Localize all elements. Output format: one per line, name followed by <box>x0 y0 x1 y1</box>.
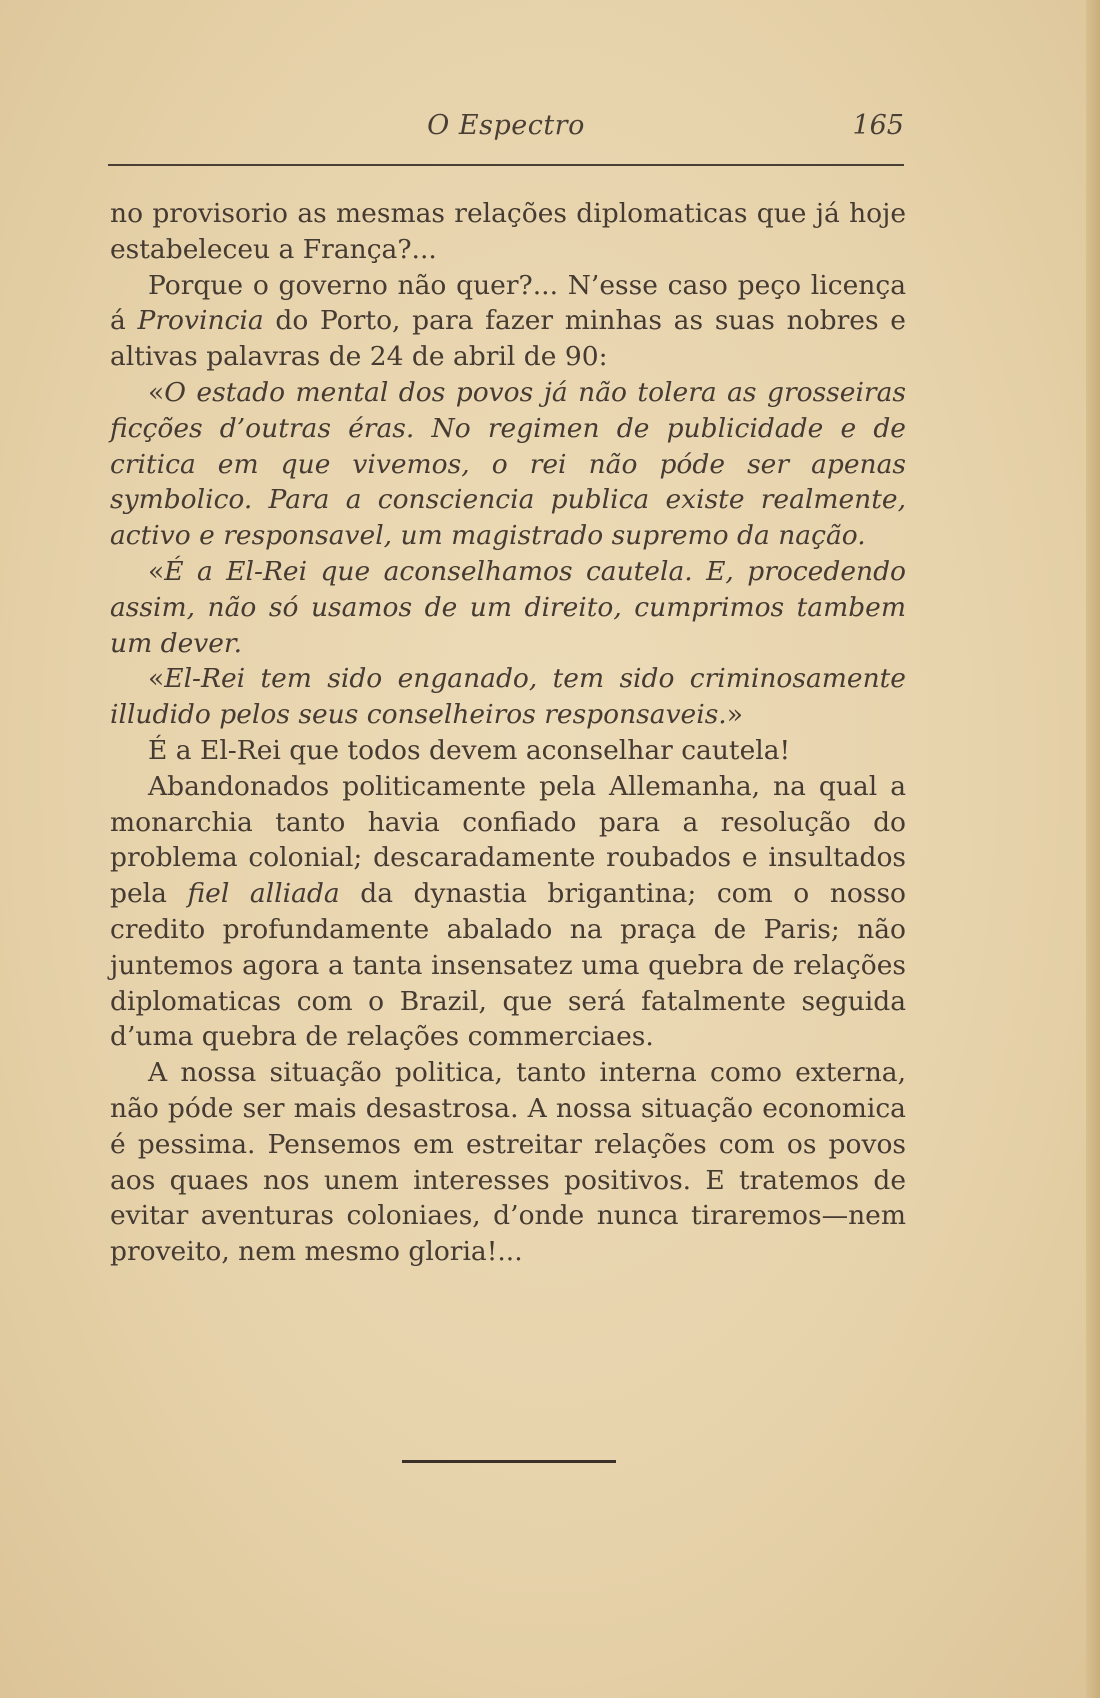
running-title: O Espectro <box>427 110 585 141</box>
text-run: Abandonados politicamente pela Allemanha, na qual a monarchia tanto havia confiado para a resolução do problema colonial; descaradamente roubados e insultados pela <box>110 770 906 910</box>
header-rule <box>108 164 904 166</box>
text-run-italic: fiel alliada <box>187 878 340 910</box>
quote-paragraph <box>110 661 906 733</box>
text-run: no provisorio as mesmas relações diplomaticas que já hoje estabeleceu a França?... <box>110 198 906 265</box>
quote-mark: « <box>148 555 165 587</box>
quote-mark: « <box>148 376 165 408</box>
paragraph <box>110 196 906 268</box>
text-run: do Porto, para fazer minhas as suas nobres e altivas palavras de 24 de abril de 90: <box>110 305 906 373</box>
paragraph <box>110 1055 906 1270</box>
text-run: A nossa situação politica, tanto interna como externa, não póde ser mais desastrosa. A nossa situação economica é pessima. Pensemos em estreitar relações com os povos aos quaes nos unem interesses positivos. E tratemos de evitar aventuras coloniaes, d’onde nunca tiraremos—nem proveito, nem mesmo gloria!... <box>110 1057 906 1268</box>
page-header <box>108 104 904 150</box>
page-edge <box>1086 0 1100 1698</box>
end-rule <box>402 1460 616 1463</box>
text-run-italic: El-Rei tem sido enganado, tem sido criminosamente illudido pelos seus conselheiros responsaveis. <box>110 663 906 731</box>
paragraph <box>110 268 906 375</box>
paragraph <box>110 769 906 1055</box>
quote-mark: » <box>726 699 743 731</box>
text-run: Porque o governo não quer?... N’esse caso peço licença á <box>110 269 906 337</box>
text-run-italic: Provincia <box>137 305 264 337</box>
text-run: da dynastia brigantina; com o nosso credito profundamente abalado na praça de Paris; não juntemos agora a tanta insensatez uma quebra de relações diplomaticas com o Brazil, que será fatalmente seguida d’uma quebra de relações commerciaes. <box>110 878 906 1053</box>
text-run-italic: O estado mental dos povos já não tolera as grosseiras ficções d’outras éras. No regimen de publicidade e de critica em que vivemos, o rei não póde ser apenas symbolico. Para a consciencia publica existe realmente, activo e responsavel, um magistrado supremo da nação. <box>110 376 906 552</box>
body-text <box>110 196 906 1270</box>
quote-paragraph <box>110 554 906 661</box>
paragraph <box>110 733 906 769</box>
text-run: É a El-Rei que todos devem aconselhar cautela! <box>148 734 791 766</box>
quote-mark: « <box>148 663 165 695</box>
quote-paragraph <box>110 375 906 554</box>
page-number: 165 <box>852 110 904 141</box>
text-run-italic: É a El-Rei que aconselhamos cautela. E, procedendo assim, não só usamos de um direito, cumprimos tambem um dever. <box>110 555 906 659</box>
